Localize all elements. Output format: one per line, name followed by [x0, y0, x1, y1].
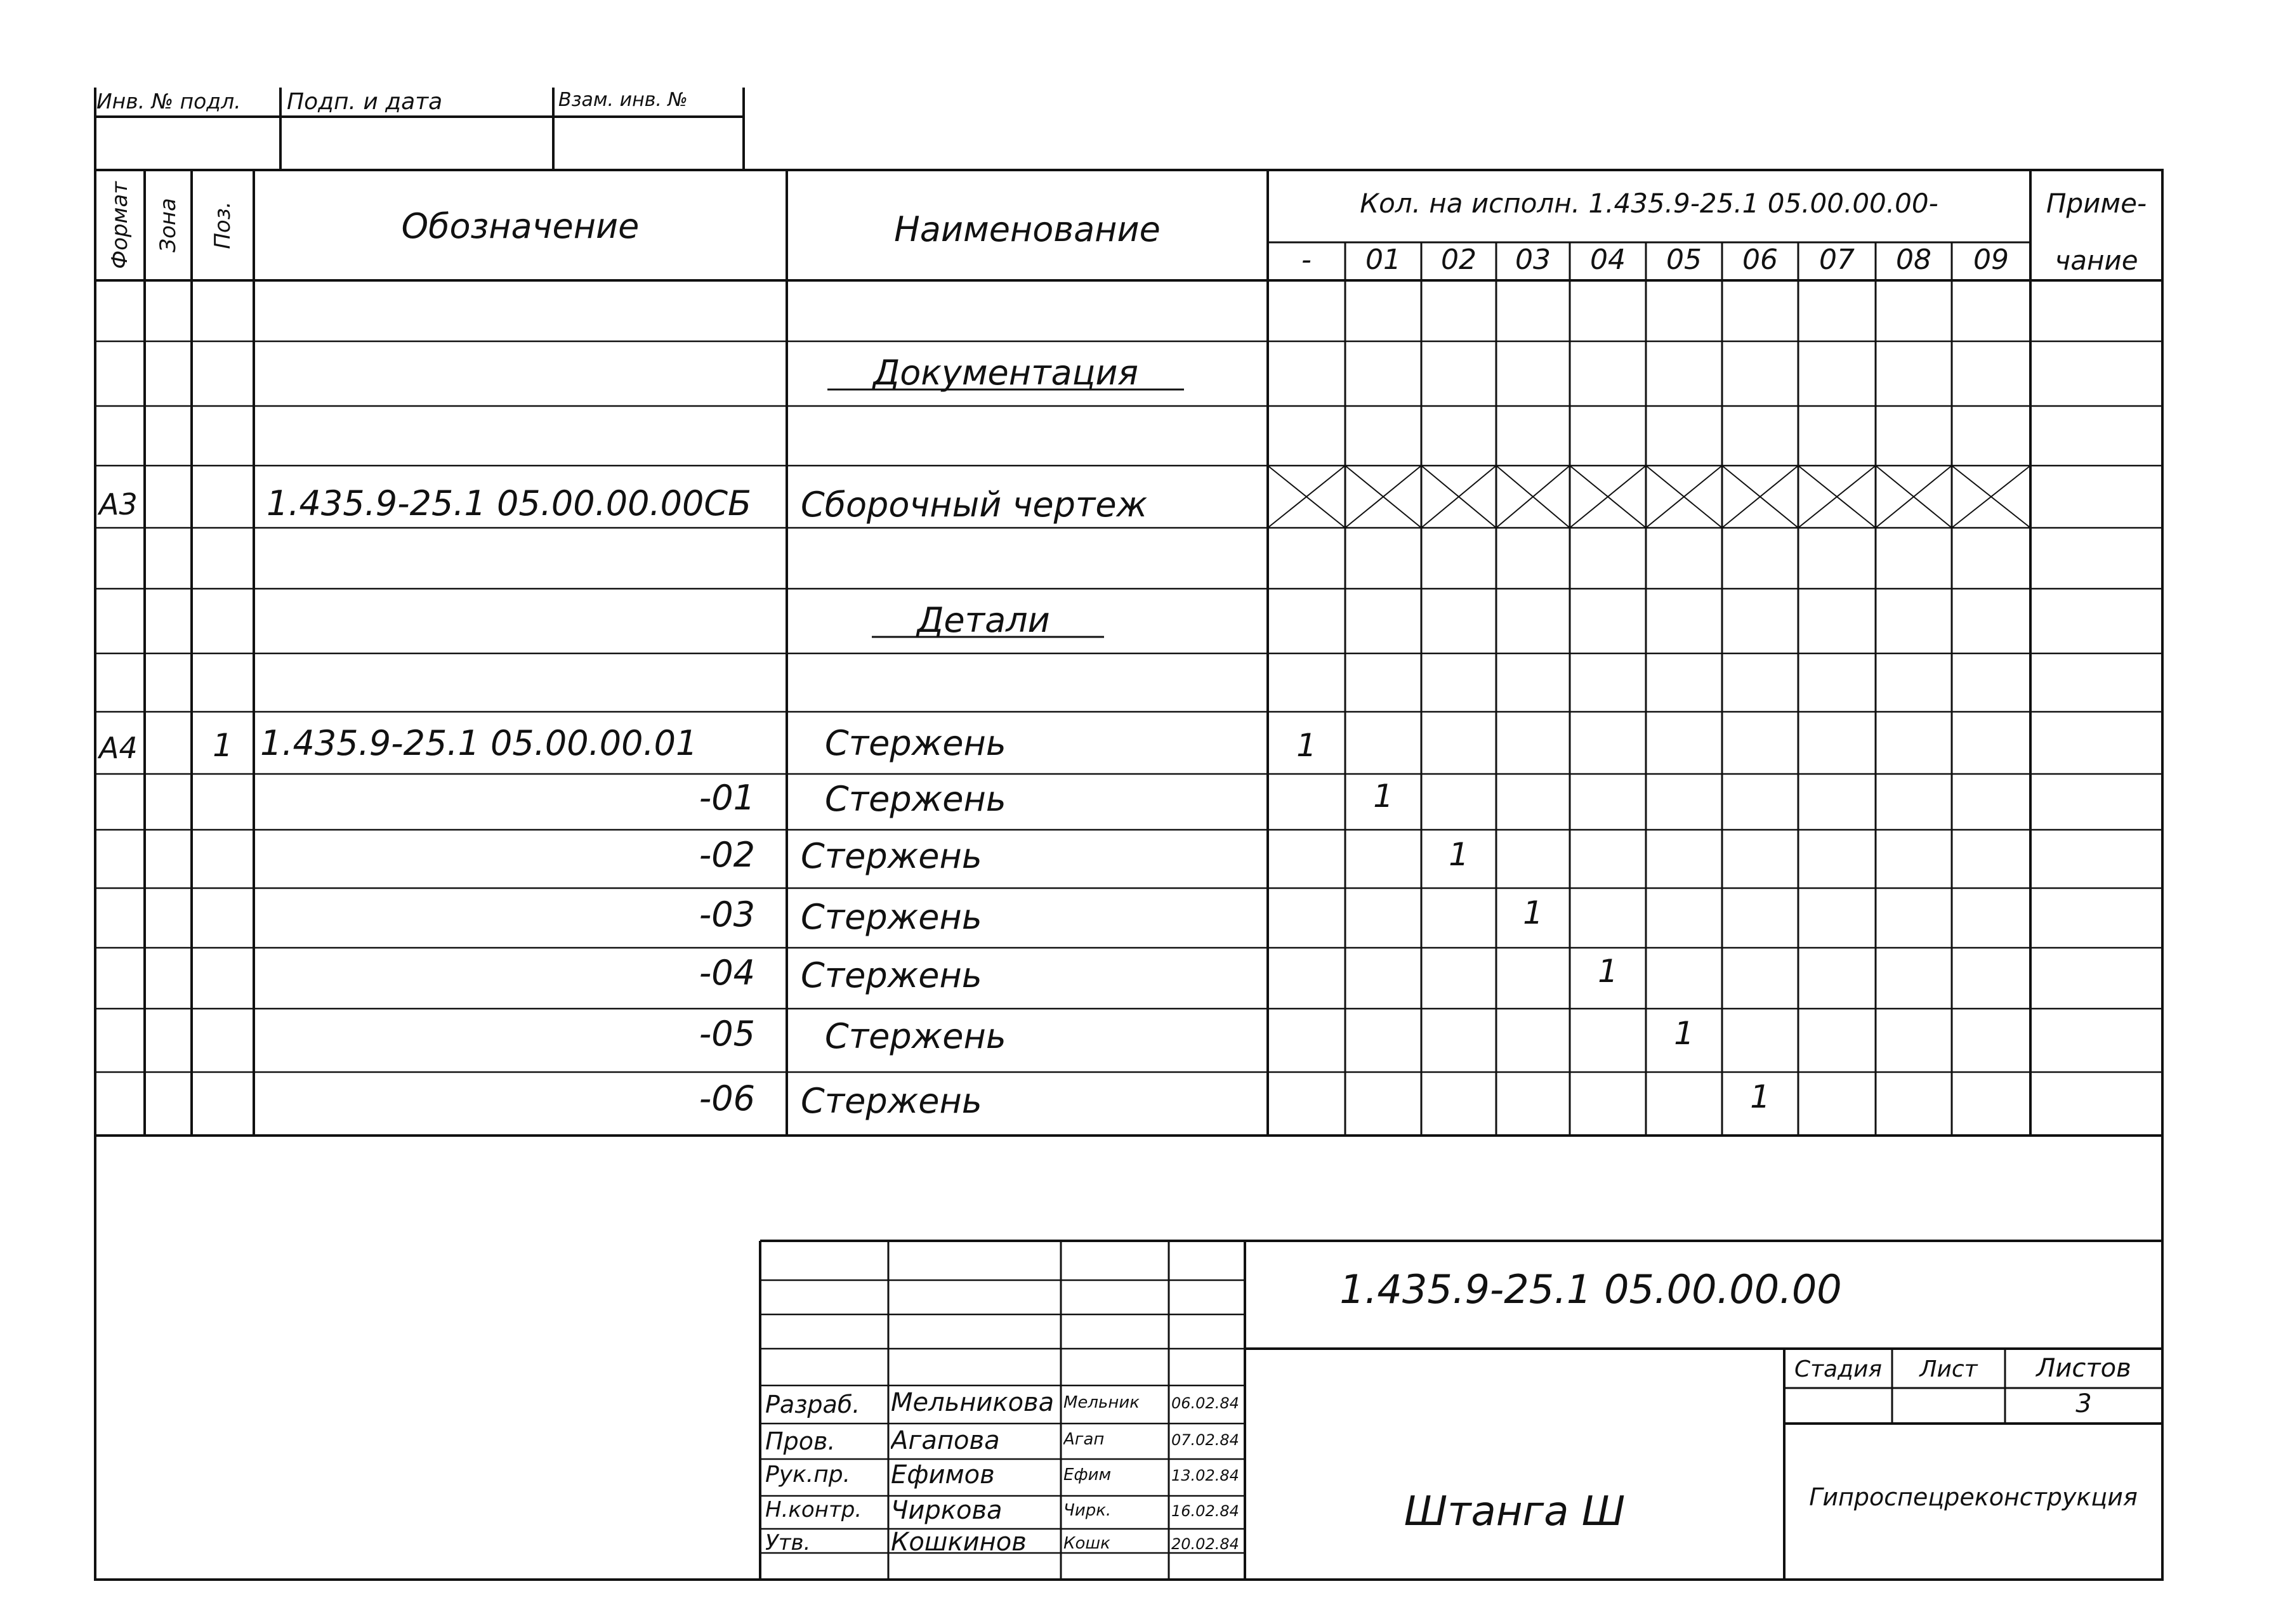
item-pos: 1 — [213, 727, 233, 764]
sign-role: Н.контр. — [765, 1497, 862, 1522]
header-name: Наименование — [894, 209, 1161, 249]
header-format: Формат — [107, 181, 133, 269]
variant-col: 03 — [1515, 244, 1551, 276]
item-name: Стержень — [825, 779, 1006, 819]
section-documentation: Документация — [873, 353, 1138, 393]
header-note-1: Приме- — [2046, 188, 2147, 219]
item-name: Стержень — [825, 1016, 1006, 1056]
assembly-format: А3 — [99, 487, 138, 521]
item-qty: 1 — [1750, 1078, 1770, 1115]
item-qty: 1 — [1449, 836, 1469, 873]
sign-name: Чиркова — [891, 1496, 1003, 1525]
sheet-label: Лист — [1919, 1356, 1978, 1382]
item-designation: 1.435.9-25.1 05.00.00.01 — [260, 723, 698, 763]
variant-col: 04 — [1590, 244, 1626, 276]
sign-date: 16.02.84 — [1171, 1502, 1239, 1520]
item-qty: 1 — [1598, 953, 1618, 990]
header-zone: Зона — [155, 198, 181, 252]
stamp-header-inv: Инв. № подл. — [96, 89, 241, 114]
item-designation: -05 — [699, 1014, 755, 1054]
item-designation: -02 — [699, 835, 755, 875]
variant-col: 02 — [1441, 244, 1476, 276]
header-note-2: чание — [2055, 245, 2138, 276]
item-qty: 1 — [1674, 1015, 1694, 1052]
item-qty: 1 — [1296, 727, 1317, 764]
item-name: Стержень — [801, 1081, 982, 1121]
item-name: Стержень — [801, 897, 982, 937]
sign-name: Ефимов — [891, 1460, 995, 1490]
variant-col: 05 — [1666, 244, 1702, 276]
stage-label: Стадия — [1794, 1356, 1883, 1382]
header-pos: Поз. — [210, 201, 235, 249]
sign-signature: Чирк. — [1063, 1501, 1112, 1520]
sign-role: Разраб. — [765, 1391, 860, 1418]
sign-role: Утв. — [765, 1530, 811, 1555]
item-designation: -03 — [699, 894, 755, 934]
sign-date: 06.02.84 — [1171, 1394, 1239, 1412]
document-code: 1.435.9-25.1 05.00.00.00 — [1339, 1266, 1842, 1313]
assembly-designation: 1.435.9-25.1 05.00.00.00СБ — [266, 483, 752, 523]
variant-col: 08 — [1896, 244, 1931, 276]
item-qty: 1 — [1373, 778, 1393, 815]
sign-signature: Ефим — [1063, 1465, 1112, 1484]
sign-name: Агапова — [891, 1426, 1000, 1455]
assembly-name: Сборочный чертеж — [801, 485, 1148, 525]
sign-signature: Агап — [1063, 1430, 1105, 1449]
variant-col: 01 — [1365, 244, 1401, 276]
sheets-value: 3 — [2075, 1389, 2092, 1418]
item-designation: -01 — [699, 778, 755, 818]
item-name: Стержень — [801, 955, 982, 995]
variant-col: 07 — [1819, 244, 1855, 276]
item-name: Стержень — [825, 723, 1006, 763]
sign-name: Кошкинов — [891, 1528, 1027, 1557]
sign-date: 13.02.84 — [1171, 1467, 1239, 1484]
variant-col: 06 — [1742, 244, 1778, 276]
organization: Гипроспецреконструкция — [1809, 1483, 2138, 1511]
item-designation: -04 — [699, 953, 755, 993]
stamp-header-sign: Подп. и дата — [287, 89, 443, 115]
item-qty: 1 — [1523, 894, 1543, 931]
sign-role: Рук.пр. — [765, 1462, 851, 1488]
drawing-title: Штанга Ш — [1404, 1488, 1626, 1535]
sign-signature: Мельник — [1063, 1393, 1140, 1412]
stamp-header-replace: Взам. инв. № — [558, 89, 688, 111]
item-name: Стержень — [801, 836, 982, 876]
variant-col: 09 — [1973, 244, 2009, 276]
sign-signature: Кошк — [1063, 1534, 1110, 1553]
sign-date: 07.02.84 — [1171, 1431, 1239, 1449]
header-designation: Обозначение — [401, 206, 640, 246]
sheets-label: Листов — [2036, 1354, 2131, 1383]
sign-name: Мельникова — [891, 1388, 1055, 1417]
variant-col: - — [1301, 244, 1312, 276]
item-designation: -06 — [699, 1078, 755, 1118]
sign-role: Пров. — [765, 1427, 836, 1455]
item-format: А4 — [99, 731, 138, 765]
header-qty-title: Кол. на исполн. 1.435.9-25.1 05.00.00.00- — [1360, 188, 1938, 219]
sign-date: 20.02.84 — [1171, 1535, 1239, 1553]
section-details: Детали — [917, 600, 1050, 640]
